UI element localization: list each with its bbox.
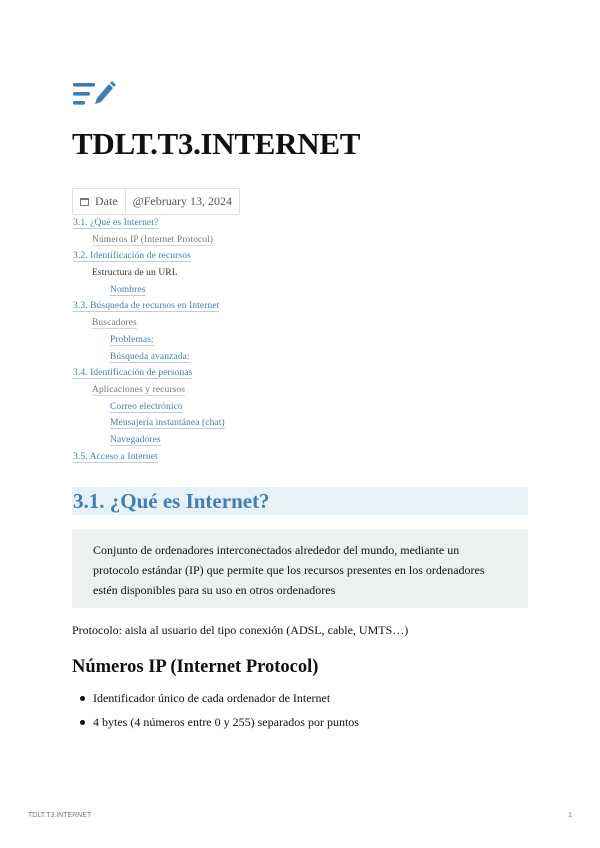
toc-item[interactable]: Navegadores [110, 434, 161, 445]
toc-item[interactable]: Nombres [110, 284, 146, 295]
footer-page-number: 1 [568, 812, 572, 819]
calendar-icon [80, 198, 89, 206]
toc-item[interactable]: 3.1. ¿Qué es Internet? [73, 218, 159, 228]
list-item: Identificador único de cada ordenador de Internet [72, 688, 359, 712]
toc-item[interactable]: Números IP (Internet Protocol) [92, 234, 214, 245]
toc-item[interactable]: Búsqueda avanzada: [110, 351, 190, 362]
toc-item[interactable]: 3.2. Identificación de recursos [73, 251, 191, 262]
callout-box: Conjunto de ordenadores interconectados alrededor del mundo, mediante un protocolo estándar (IP) que permite que los recursos presentes en los ordenadores estén disponibles para su uso en otros ordenadores [72, 529, 528, 608]
subsection-heading: Números IP (Internet Protocol) [72, 657, 319, 677]
date-property-label: Date [95, 194, 118, 208]
toc-item[interactable]: Problemas: [110, 334, 154, 345]
protocol-paragraph: Protocolo: aisla al usuario del tipo conexión (ADSL, cable, UMTS…) [72, 623, 409, 637]
toc-item[interactable]: 3.4. Identificación de personas [73, 368, 193, 379]
page-title: TDLT.T3.INTERNET [72, 126, 361, 161]
date-property-value[interactable]: @February 13, 2024 [132, 194, 233, 208]
list-item: 4 bytes (4 números entre 0 y 255) separados por puntos [72, 712, 359, 736]
toc-item[interactable]: Aplicaciones y recursos [92, 384, 186, 395]
toc-item[interactable]: Estructura de un URL [92, 268, 178, 279]
properties-table [72, 188, 240, 215]
table-of-contents [73, 215, 225, 465]
section-heading: 3.1. ¿Qué es Internet? [72, 487, 528, 515]
toc-item[interactable]: 3.3. Búsqueda de recursos en Internet [73, 301, 220, 312]
toc-item[interactable]: Mensajería instantánea (chat) [110, 418, 225, 429]
toc-item[interactable]: 3.5. Acceso a Internet [73, 451, 158, 462]
toc-item[interactable]: Buscadores [92, 318, 137, 329]
toc-item[interactable]: Correo electrónico [110, 401, 183, 412]
footer-doc-name: TDLT.T3.INTERNET [28, 812, 92, 819]
bullet-list [72, 688, 359, 736]
notes-edit-icon [73, 80, 117, 110]
date-property-key [73, 189, 126, 214]
